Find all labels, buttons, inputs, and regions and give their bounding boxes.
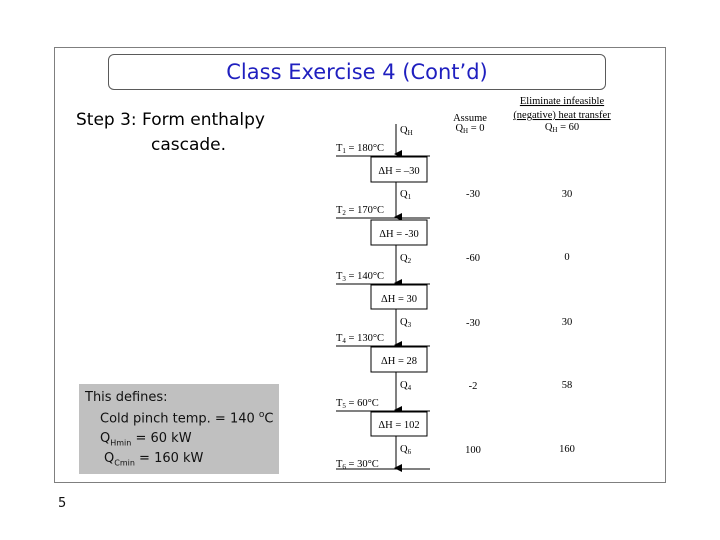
eliminate-header-line1: Eliminate infeasible <box>519 96 605 107</box>
temperature-label-t3: T3 = 140°C <box>336 271 385 283</box>
eliminate-header-line2: (negative) heat transfer <box>513 110 611 121</box>
step-heading-continued: cascade. <box>151 135 227 155</box>
defines-heading: This defines: <box>85 390 168 405</box>
flow-label-q2: Q2 <box>400 253 412 265</box>
eliminate-value-q1: 30 <box>561 189 573 200</box>
degree-symbol: o <box>258 410 265 420</box>
qhmin-label: Q <box>100 431 111 446</box>
qcmin-value: = 160 kW <box>134 451 204 466</box>
eliminate-value-q3: 30 <box>561 317 573 328</box>
qh-input-label: QH <box>400 125 413 137</box>
assume-value-q1: -30 <box>466 189 480 200</box>
eliminate-header-line3: QH = 60 <box>544 122 580 134</box>
temperature-label-t2: T2 = 170°C <box>336 205 385 217</box>
eliminate-value-q6: 160 <box>559 444 575 455</box>
flow-label-q4: Q4 <box>400 380 412 392</box>
assume-value-q4: -2 <box>468 381 478 392</box>
interval-dh-1: ΔH = –30 <box>378 166 420 177</box>
temperature-label-t1: T1 = 180°C <box>336 143 385 155</box>
assume-value-q3: -30 <box>466 318 480 329</box>
eliminate-value-q2: 0 <box>564 252 570 263</box>
qhmin-subscript: Hmin <box>110 438 132 448</box>
assume-header-line1: Assume <box>453 113 487 124</box>
qhmin-value: = 60 kW <box>131 431 192 446</box>
page-number: 5 <box>58 496 67 511</box>
temperature-label-t6: T6 = 30°C <box>336 459 379 471</box>
interval-dh-5: ΔH = 102 <box>378 420 420 431</box>
eliminate-value-q4: 58 <box>561 380 573 391</box>
temperature-label-t4: T4 = 130°C <box>336 333 385 345</box>
flow-label-q3: Q3 <box>400 317 412 329</box>
interval-dh-2: ΔH = -30 <box>379 229 419 240</box>
qcmin-label: Q <box>104 451 115 466</box>
interval-dh-3: ΔH = 30 <box>380 294 418 305</box>
flow-label-q1: Q1 <box>400 189 412 201</box>
cold-pinch-unit: C <box>264 411 274 427</box>
cold-pinch-label: Cold pinch temp. = 140 <box>100 411 259 427</box>
qcmin-subscript: Cmin <box>114 458 135 468</box>
temperature-label-t5: T5 = 60°C <box>336 398 379 410</box>
slide-title: Class Exercise 4 (Cont’d) <box>226 60 488 84</box>
step-heading: Step 3: Form enthalpy <box>76 110 265 130</box>
flow-label-q6: Q6 <box>400 444 412 456</box>
assume-header-line2: QH = 0 <box>455 123 485 135</box>
interval-dh-4: ΔH = 28 <box>380 356 418 367</box>
assume-value-q2: -60 <box>466 253 480 264</box>
assume-value-q6: 100 <box>465 445 481 456</box>
